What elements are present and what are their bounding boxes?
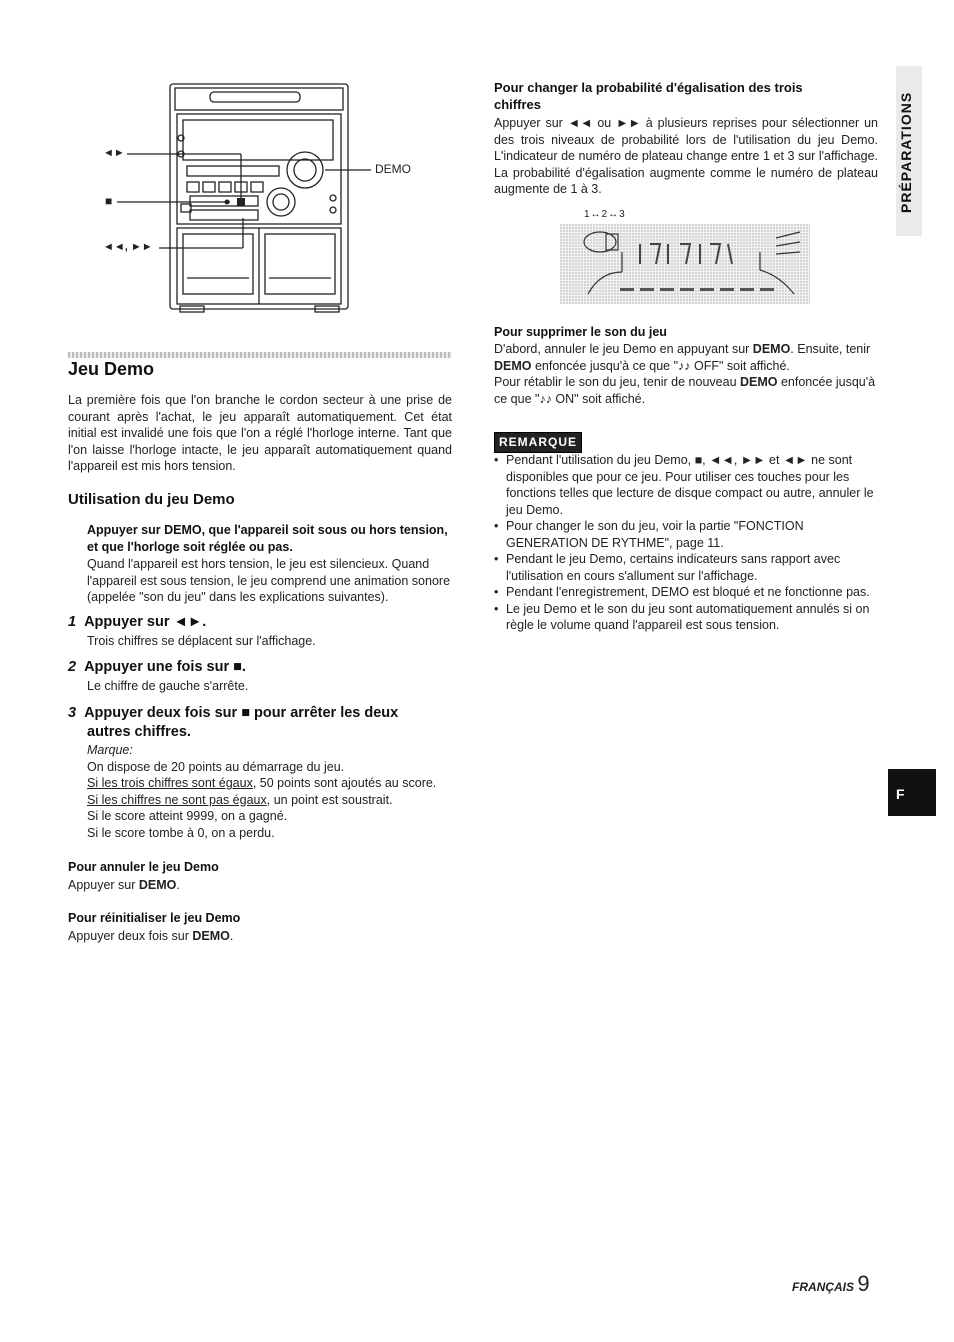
sound-heading: Pour supprimer le son du jeu — [494, 325, 667, 339]
score-rules — [87, 742, 457, 841]
sound-paragraph-2 — [494, 374, 878, 407]
stereo-illustration — [95, 78, 435, 318]
reset-text — [68, 928, 233, 945]
marque-line-4: Si le score atteint 9999, on a gagné. — [87, 809, 288, 823]
section-side-label: PRÉPARATIONS — [898, 91, 914, 213]
marque-line-3-underlined: Si les chiffres ne sont pas égaux — [87, 792, 267, 807]
display-panel-svg — [560, 224, 810, 304]
marque-label: Marque: — [87, 743, 133, 757]
marque-line-3 — [87, 792, 457, 809]
step-1-description: Trois chiffres se déplacent sur l'affichage. — [87, 634, 316, 648]
step-3-text-a: Appuyer deux fois sur ■ pour arrêter les deux — [84, 705, 399, 721]
language-tab — [888, 769, 936, 816]
sound-p2-a: Pour rétablir le son du jeu, tenir de nouveau — [494, 375, 740, 389]
intro-paragraph: La première fois que l'on branche le cordon secteur à une prise de courant après l'achat, le jeu apparaît automatiquement. Cet état initial est invalidé une fois que l'on a réglé l'horloge interne. Tant que l'on laisse l'horloge intacte, le jeu apparaît automatiquement quand l'appareil est mis hors tension. — [68, 393, 452, 473]
footer-language: FRANÇAIS — [792, 1280, 854, 1294]
skip-label: ◄◄, ►► — [103, 241, 153, 253]
notes-list — [494, 452, 878, 634]
marque-line-3-rest: , un point est soustrait. — [266, 792, 393, 807]
sound-paragraph-1 — [494, 341, 878, 374]
cancel-text-demo: DEMO — [138, 878, 177, 892]
reset-heading: Pour réinitialiser le jeu Demo — [68, 911, 241, 925]
sound-p1-c: . Ensuite, tenir — [790, 342, 871, 356]
marque-line-1: On dispose de 20 points au démarrage du jeu. — [87, 759, 345, 774]
play-pause-label: ◄► — [103, 147, 125, 159]
sound-p1-e: enfoncée jusqu'à ce que "♪♪ OFF" soit affiché. — [531, 358, 790, 373]
section-divider — [68, 352, 452, 358]
sound-p1-demo-2: DEMO — [494, 358, 532, 373]
note-item: • Pendant l'utilisation du jeu Demo, ■, ◄◄, ►► et ◄► ne sont disponibles que pour ce jeu. Pour utiliser ces touches pour les fonctions telles que lecture de disque compact ou autre, annuler le jeu Demo. — [494, 452, 878, 518]
step-1-title — [68, 613, 206, 632]
usage-instruction: Appuyer sur DEMO, que l'appareil soit sous ou hors tension, et que l'horloge soit réglée ou pas. — [87, 523, 448, 554]
sound-p2-c: enfoncée jusqu'à ce que "♪♪ ON" soit affiché. — [494, 375, 876, 406]
step-2-title — [68, 658, 246, 677]
marque-line-2-underlined: Si les trois chiffres sont égaux — [87, 776, 253, 790]
page-number: 9 — [857, 1271, 870, 1296]
note-item: • Pendant le jeu Demo, certains indicateurs sans rapport avec l'utilisation en cours s'allument sur l'affichage. — [494, 551, 878, 584]
reset-text-a: Appuyer deux fois sur — [68, 929, 193, 943]
reset-text-c: . — [229, 929, 234, 943]
section-title: Jeu Demo — [68, 359, 155, 379]
usage-heading: Utilisation du jeu Demo — [68, 491, 235, 508]
language-tab-letter: F — [896, 786, 905, 802]
reset-text-demo: DEMO — [192, 929, 230, 943]
cancel-text-c: . — [176, 878, 180, 892]
display-illustration — [560, 224, 810, 304]
probability-heading — [494, 80, 878, 113]
step-3-number: 3 — [68, 705, 77, 721]
marque-line-5: Si le score tombe à 0, on a perdu. — [87, 825, 275, 840]
probability-heading-a: Pour changer la probabilité d'égalisation des trois — [494, 80, 803, 95]
step-2-description: Le chiffre de gauche s'arrête. — [87, 679, 249, 693]
usage-description: Quand l'appareil est hors tension, le jeu est silencieux. Quand l'appareil est sous tension, le jeu comprend une animation sonore (appelée "son du jeu" dans les explications suivantes). — [87, 557, 451, 604]
step-1-number: 1 — [68, 614, 77, 630]
step-1-text: Appuyer sur ◄►. — [84, 614, 207, 630]
marque-line-2-rest: , 50 points sont ajoutés au score. — [252, 776, 437, 790]
cancel-heading: Pour annuler le jeu Demo — [68, 860, 219, 874]
marque-line-2 — [87, 775, 457, 792]
tray-cycle-label: 1↔2↔3 — [584, 209, 626, 220]
demo-label: DEMO — [375, 162, 411, 176]
probability-text: Appuyer sur ◄◄ ou ►► à plusieurs reprises pour sélectionner un des trois niveaux de probabilité lors de l'utilisation du jeu Demo. L'indicateur de numéro de plateau change entre 1 et 3 sur l'affichage. La probabilité d'égalisation augmente comme le numéro de plateau augmente de 1 à 3. — [494, 116, 878, 196]
page-footer — [792, 1271, 870, 1296]
note-item: • Pendant l'enregistrement, DEMO est bloqué et ne fonctionne pas. — [494, 584, 878, 601]
sound-p2-demo: DEMO — [740, 375, 778, 389]
note-item: • Le jeu Demo et le son du jeu sont automatiquement annulés si on règle le volume quand l'appareil est sous tension. — [494, 601, 878, 634]
step-2-text: Appuyer une fois sur ■. — [84, 659, 246, 675]
sound-p1-a: D'abord, annuler le jeu Demo en appuyant sur — [494, 342, 753, 356]
step-2-number: 2 — [68, 659, 77, 675]
probability-heading-b: chiffres — [494, 96, 541, 112]
note-item: • Pour changer le son du jeu, voir la partie "FONCTION GENERATION DE RYTHME", page 11. — [494, 518, 878, 551]
remarque-badge: REMARQUE — [494, 432, 582, 453]
cancel-text-a: Appuyer sur — [68, 878, 139, 892]
stop-label: ■ — [105, 194, 113, 208]
stereo-figure — [95, 78, 435, 318]
step-3-title — [68, 704, 452, 742]
sound-p1-demo: DEMO — [752, 342, 791, 356]
cancel-text — [68, 877, 180, 894]
step-3-text-b: autres chiffres. — [87, 724, 191, 740]
